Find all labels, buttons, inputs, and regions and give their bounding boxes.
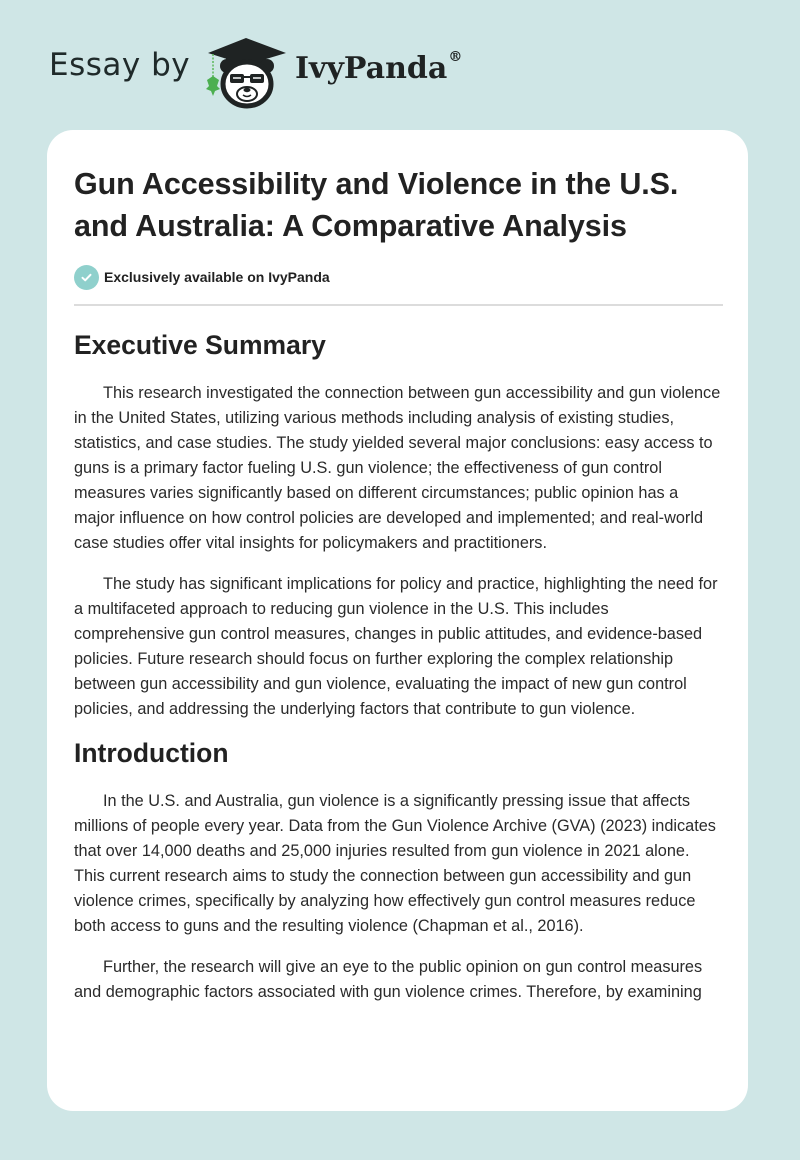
essay-card (47, 130, 748, 1111)
site-header (0, 0, 800, 130)
paragraph: This research investigated the connection between gun accessibility and gun violence in the United States, utilizing various methods including analysis of existing studies, statistics, and case studies. The study yielded several major conclusions: easy access to guns is a primary factor fueling U.S. gun violence; the effectiveness of gun control measures varies significantly based on different circumstances; public opinion has a major influence on how control policies are developed and implemented; and real-world case studies offer vital insights for policymakers and practitioners. (74, 384, 721, 552)
page-title: Gun Accessibility and Violence in the U.S. and Australia: A Comparative Analysis (74, 167, 679, 243)
paragraph: In the U.S. and Australia, gun violence is a significantly pressing issue that affects millions of people every year. Data from the Gun Violence Archive (GVA) (2023) indicates that over 14,000 deaths and 25,000 injuries resulted from gun violence in 2021 alone. This current research aims to study the connection between gun accessibility and gun violence crimes, specifically by analyzing how effectively gun control measures reduce both access to guns and the resulting violence (Chapman et al., 2016). (74, 792, 716, 935)
paragraph: The study has significant implications for policy and practice, highlighting the need for a multifaceted approach to reducing gun violence in the U.S. This includes comprehensive gun control measures, changes in public attitudes, and evidence-based policies. Future research should focus on further exploring the complex relationship between gun accessibility and gun violence, evaluating the impact of new gun control policies, and addressing the underlying factors that contribute to gun violence. (74, 575, 718, 718)
paragraph: Further, the research will give an eye to the public opinion on gun control measures and demographic factors associated with gun violence crimes. Therefore, by examining (74, 958, 703, 1001)
essay-by-label: Essay by (49, 47, 191, 83)
section-heading-introduction: Introduction (74, 738, 229, 768)
divider (74, 304, 723, 306)
section-heading-executive-summary: Executive Summary (74, 330, 326, 360)
check-circle-icon (74, 265, 99, 290)
exclusive-badge (74, 264, 723, 290)
brand-wordmark[interactable] (295, 49, 463, 86)
essay-content (74, 130, 723, 1005)
panda-graduate-icon[interactable] (200, 34, 292, 110)
exclusive-label: Exclusively available on IvyPanda (104, 269, 330, 285)
brand-name: IvyPanda (295, 51, 448, 86)
registered-mark: ® (448, 49, 463, 65)
